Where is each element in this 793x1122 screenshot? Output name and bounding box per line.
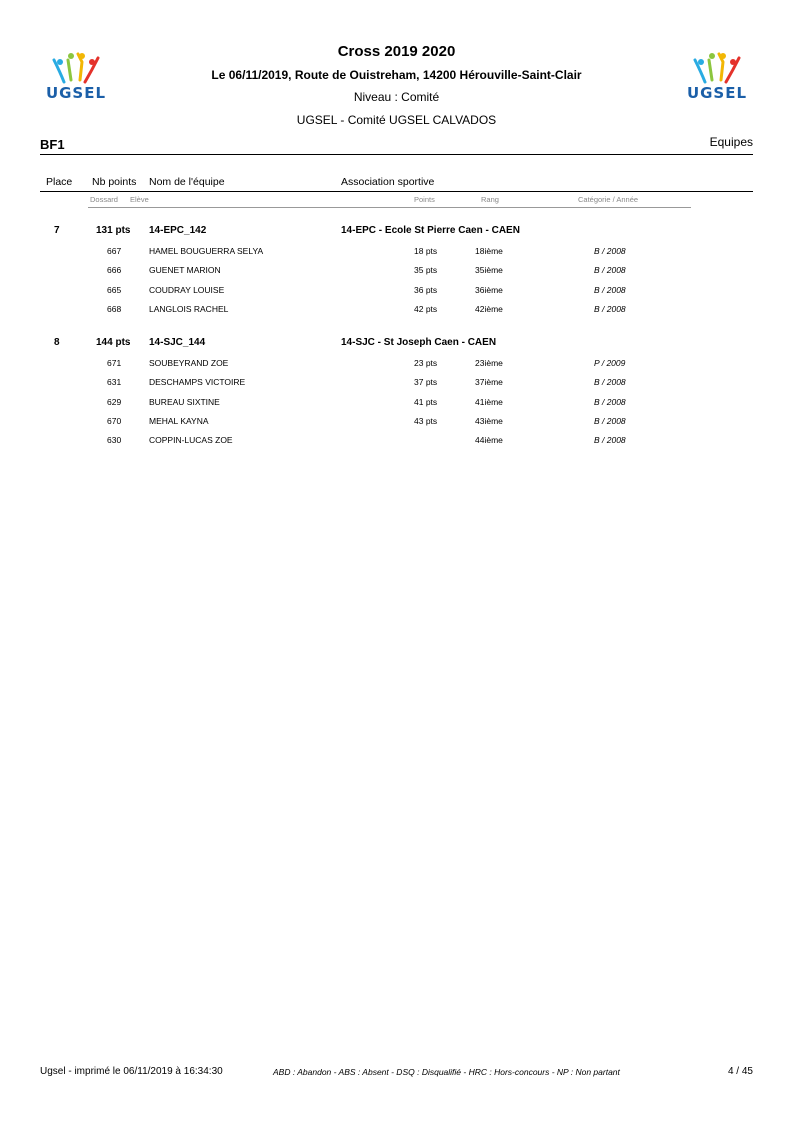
athlete-dossard: 666 [107,265,122,275]
athlete-points: 41 pts [414,397,438,407]
athlete-row [0,246,793,258]
athlete-name: GUENET MARION [149,265,221,275]
subheader-rang: Rang [481,195,499,204]
column-header-association: Association sportive [341,176,435,188]
athlete-rang: 23ième [475,358,503,368]
niveau-label: Niveau : Comité [353,90,440,104]
athlete-rang: 36ième [475,285,503,295]
athlete-categorie: B / 2008 [594,246,626,256]
team-place: 7 [54,225,60,236]
team-points: 131 pts [96,225,131,236]
subheader-eleve: Elève [130,195,149,204]
team-row [0,225,793,239]
team-row [0,337,793,351]
footer-printed: Ugsel - imprimé le 06/11/2019 à 16:34:30 [40,1066,223,1077]
athlete-row [0,397,793,409]
athlete-name: COUDRAY LOUISE [149,285,225,295]
athlete-dossard: 629 [107,397,122,407]
header-divider [40,154,753,155]
athlete-rang: 37ième [475,377,503,387]
athlete-points: 18 pts [414,246,438,256]
athlete-categorie: B / 2008 [594,304,626,314]
page-title: Cross 2019 2020 [337,43,456,60]
athlete-name: HAMEL BOUGUERRA SELYA [149,246,264,256]
athlete-dossard: 630 [107,435,122,445]
athlete-points: 35 pts [414,265,438,275]
athlete-rang: 35ième [475,265,503,275]
athlete-categorie: B / 2008 [594,285,626,295]
section-type: Equipes [709,135,753,149]
athlete-categorie: B / 2008 [594,397,626,407]
team-name: 14-SJC_144 [149,337,206,348]
athlete-name: LANGLOIS RACHEL [149,304,229,314]
athlete-dossard: 670 [107,416,122,426]
athlete-rang: 44ième [475,435,503,445]
ugsel-logo-text: UGSEL [45,84,107,102]
team-association: 14-SJC - St Joseph Caen - CAEN [341,337,497,348]
subheader-points: Points [414,195,435,204]
athlete-dossard: 671 [107,358,122,368]
event-subtitle: Le 06/11/2019, Route de Ouistreham, 14200 Hérouville-Saint-Clair [211,68,582,82]
athlete-categorie: B / 2008 [594,377,626,387]
athlete-row [0,377,793,389]
athlete-points: 23 pts [414,358,438,368]
athlete-points: 37 pts [414,377,438,387]
team-points: 144 pts [96,337,131,348]
athlete-row [0,265,793,277]
athlete-dossard: 668 [107,304,122,314]
team-association: 14-EPC - Ecole St Pierre Caen - CAEN [341,225,520,236]
athlete-categorie: B / 2008 [594,435,626,445]
athlete-dossard: 631 [107,377,122,387]
athlete-rang: 18ième [475,246,503,256]
team-place: 8 [54,337,60,348]
athlete-rang: 41ième [475,397,503,407]
athlete-categorie: B / 2008 [594,416,626,426]
athlete-name: COPPIN-LUCAS ZOE [149,435,233,445]
athlete-name: SOUBEYRAND ZOE [149,358,229,368]
athlete-row [0,285,793,297]
athlete-name: DESCHAMPS VICTOIRE [149,377,246,387]
athlete-categorie: P / 2009 [594,358,626,368]
athlete-dossard: 665 [107,285,122,295]
column-header-place: Place [46,176,73,188]
athlete-dossard: 667 [107,246,122,256]
section-code: BF1 [40,137,65,152]
team-name: 14-EPC_142 [149,225,207,236]
athlete-points: 36 pts [414,285,438,295]
subheader-divider [88,207,691,208]
athlete-name: BUREAU SIXTINE [149,397,220,407]
footer-page-number: 4 / 45 [727,1066,753,1077]
athlete-row [0,358,793,370]
athlete-points: 43 pts [414,416,438,426]
athlete-rang: 42ième [475,304,503,314]
column-header-points: Nb points [92,176,137,188]
column-header-divider [40,191,753,192]
athlete-rang: 43ième [475,416,503,426]
subheader-categorie: Catégorie / Année [578,195,639,204]
footer-legend: ABD : Abandon - ABS : Absent - DSQ : Disqualifié - HRC : Hors-concours - NP : Non partant [273,1067,620,1077]
athlete-row [0,304,793,316]
organisation-label: UGSEL - Comité UGSEL CALVADOS [296,113,497,127]
ugsel-logo-text: UGSEL [686,84,748,102]
column-header-team-name: Nom de l'équipe [149,176,225,188]
athlete-points: 42 pts [414,304,438,314]
athlete-row [0,416,793,428]
athlete-row [0,435,793,447]
athlete-name: MEHAL KAYNA [149,416,209,426]
subheader-dossard: Dossard [90,195,118,204]
athlete-categorie: B / 2008 [594,265,626,275]
